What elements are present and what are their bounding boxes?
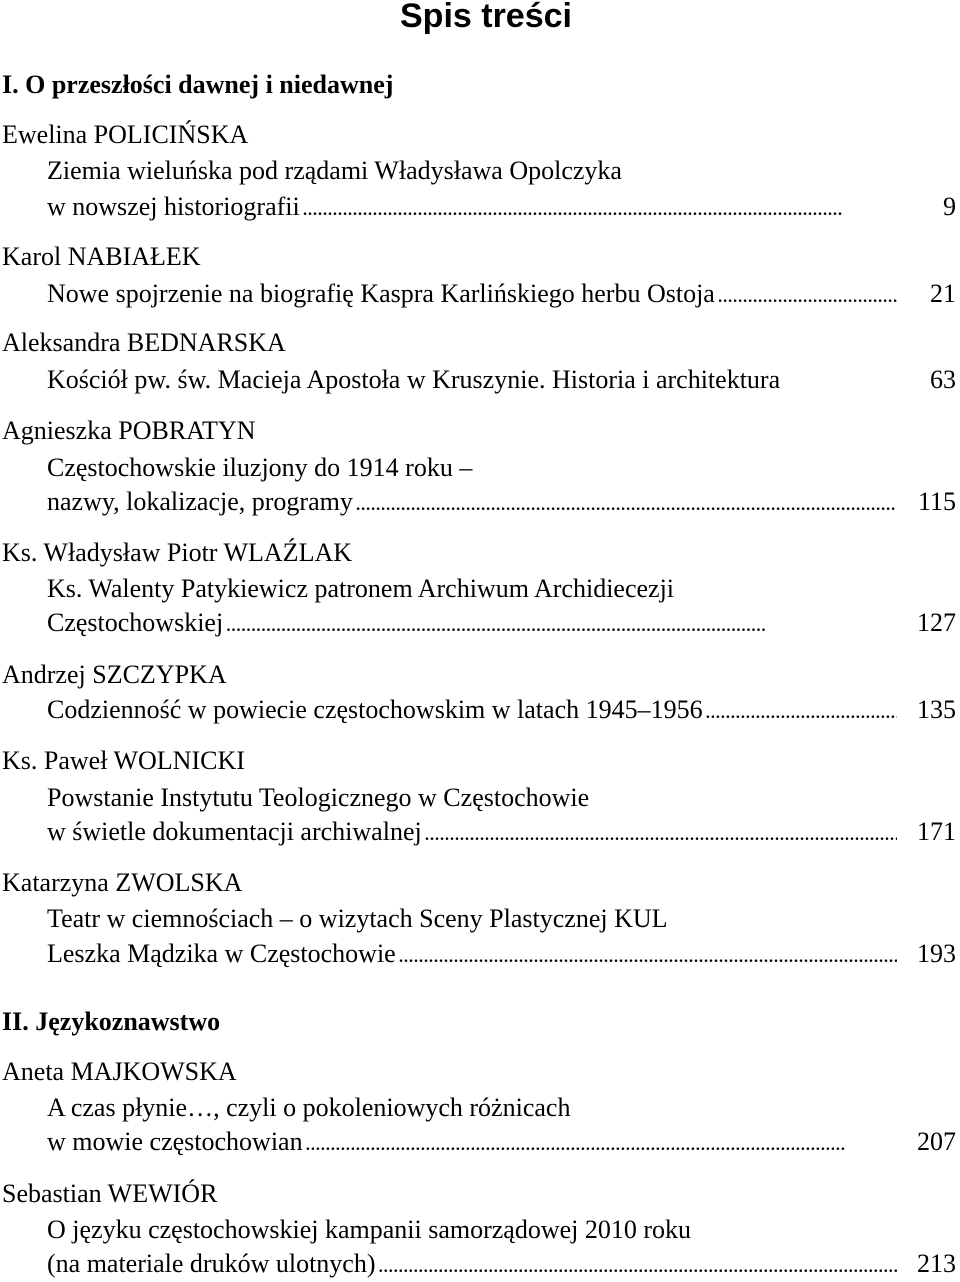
- entry-author: Andrzej SZCZYPKA: [2, 660, 227, 689]
- entry-title-line: nazwy, lokalizacje, programy . . .: [47, 486, 897, 519]
- entry-author: Karol NABIAŁEK: [2, 242, 201, 271]
- entry-title-line: Ks. Walenty Patykiewicz patronem Archiwum Archidiecezji: [47, 574, 675, 603]
- section-heading: II. Językoznawstwo: [2, 1007, 221, 1036]
- entry-page-number: 135: [917, 695, 956, 724]
- entry-title-line: Codzienność w powiecie częstochowskim w latach 1945–1956 . . .: [47, 694, 897, 727]
- entry-title-line: Częstochowskiej . . .: [47, 607, 897, 640]
- entry-page-number: 9: [943, 192, 956, 221]
- entry-author: Ks. Paweł WOLNICKI: [2, 746, 245, 775]
- entry-title-line: w świetle dokumentacji archiwalnej . . .: [47, 816, 897, 849]
- entry-page-number: 207: [917, 1127, 956, 1156]
- entry-title-line: Leszka Mądzika w Częstochowie . . .: [47, 938, 897, 971]
- entry-title-line: A czas płynie…, czyli o pokoleniowych różnicach: [47, 1093, 571, 1122]
- entry-title-line: O języku częstochowskiej kampanii samorządowej 2010 roku: [47, 1215, 692, 1244]
- entry-author: Aneta MAJKOWSKA: [2, 1057, 237, 1086]
- entry-title-line: Ziemia wieluńska pod rządami Władysława Opolczyka: [47, 156, 622, 185]
- entry-author: Sebastian WEWIÓR: [2, 1179, 218, 1208]
- entry-page-number: 127: [917, 608, 956, 637]
- entry-page-number: 193: [917, 939, 956, 968]
- entry-title-line: Teatr w ciemnościach – o wizytach Sceny Plastycznej KUL: [47, 904, 668, 933]
- entry-title-line: Kościół pw. św. Macieja Apostoła w Kruszynie. Historia i architektura: [47, 365, 781, 394]
- entry-author: Agnieszka POBRATYN: [2, 416, 256, 445]
- entry-page-number: 171: [917, 817, 956, 846]
- entry-title-line: Powstanie Instytutu Teologicznego w Częstochowie: [47, 783, 590, 812]
- entry-author: Aleksandra BEDNARSKA: [2, 328, 286, 357]
- entry-title-line: Nowe spojrzenie na biografię Kaspra Karlińskiego herbu Ostoja . . .: [47, 278, 897, 311]
- entry-title-line: (na materiale druków ulotnych) . . .: [47, 1248, 897, 1281]
- page-title: Spis treści: [400, 0, 572, 35]
- entry-author: Katarzyna ZWOLSKA: [2, 868, 243, 897]
- entry-page-number: 115: [917, 487, 956, 516]
- entry-title-line: w nowszej historiografii . . .: [47, 191, 897, 224]
- section-heading: I. O przeszłości dawnej i niedawnej: [2, 70, 394, 99]
- entry-author: Ewelina POLICIŃSKA: [2, 120, 249, 149]
- entry-author: Ks. Władysław Piotr WLAŹLAK: [2, 538, 352, 567]
- entry-page-number: 63: [930, 365, 956, 394]
- entry-title-line: w mowie częstochowian . . .: [47, 1126, 897, 1159]
- entry-page-number: 213: [917, 1249, 956, 1278]
- entry-page-number: 21: [930, 279, 956, 308]
- entry-title-line: Częstochowskie iluzjony do 1914 roku –: [47, 453, 473, 482]
